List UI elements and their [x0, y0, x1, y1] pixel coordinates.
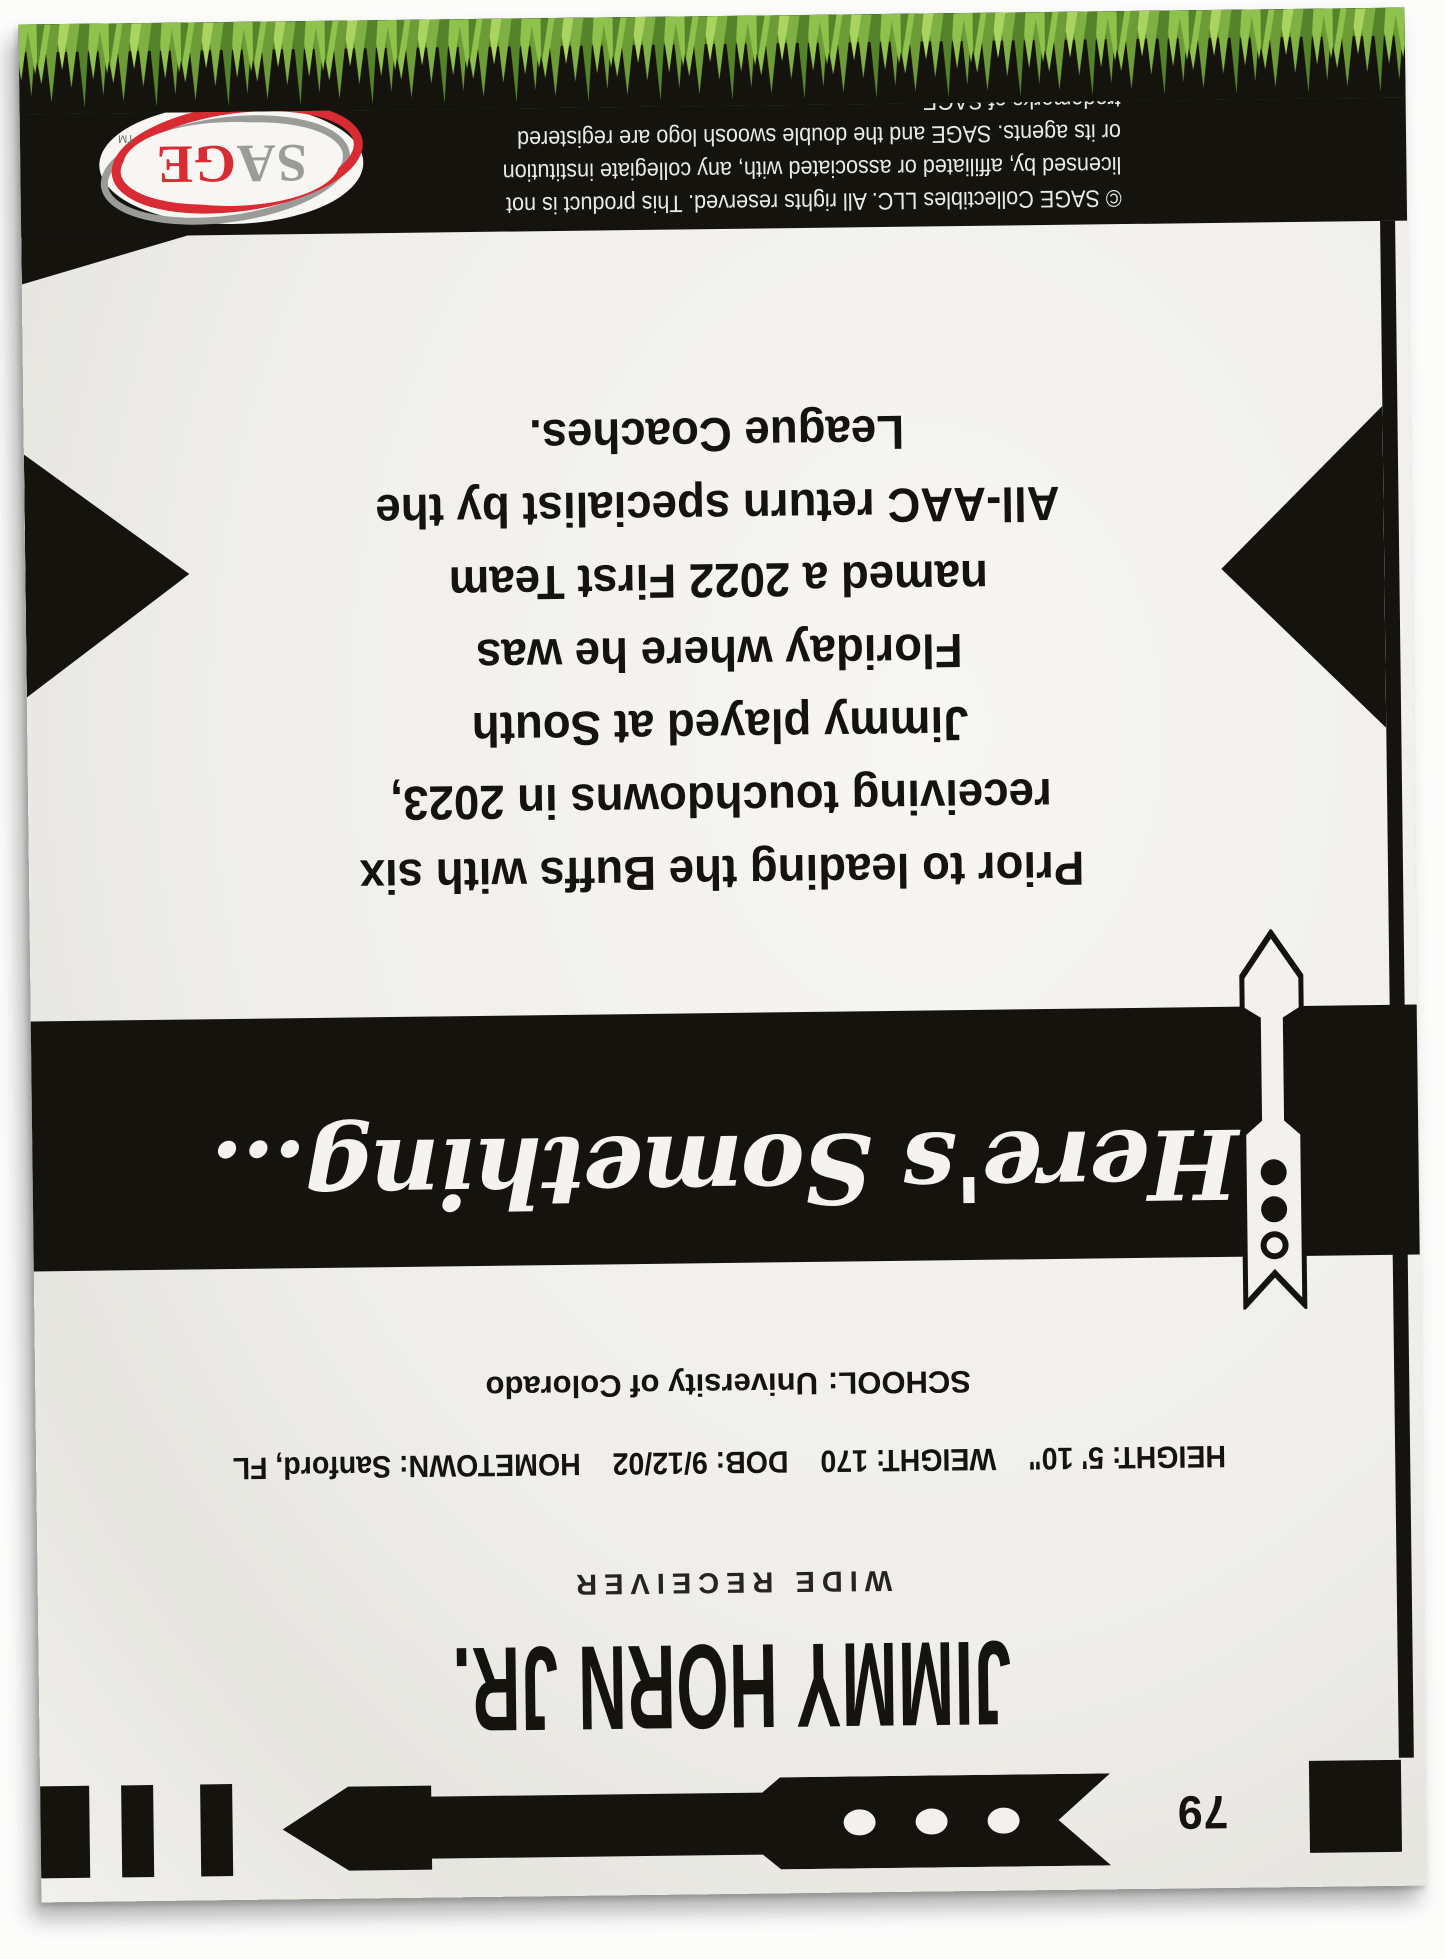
corner-block [1309, 1760, 1402, 1853]
horizontal-arrow-icon [282, 1773, 1111, 1875]
bio-line: named a 2022 First Team [448, 549, 989, 610]
bio-line: League Coaches. [528, 404, 905, 463]
bar-tick-icon [40, 1786, 90, 1879]
bio-line: Prior to leading the Buffs with six [359, 840, 1085, 903]
bio-line: All-AAC return specialist by the [375, 475, 1060, 538]
svg-text:SAGE: SAGE [155, 133, 308, 195]
bio-paragraph [23, 389, 1415, 917]
banner-script-text: Here's Something... [211, 1106, 1240, 1233]
copyright-line: © SAGE Collectibles LLC. All rights reserved. This product is not [505, 184, 1122, 219]
stat-height: HEIGHT: 5' 10" [1027, 1438, 1227, 1477]
bar-tick-icon [200, 1784, 233, 1876]
card-back-face [19, 8, 1428, 1903]
stats-line [36, 1435, 1422, 1488]
bio-line: Floriday where he was [475, 623, 963, 682]
stat-hometown: HOMETOWN: Sanford, FL [232, 1446, 581, 1487]
stat-weight: WEIGHT: 170 [820, 1441, 997, 1479]
copyright-line: or its agents. SAGE and the double swoosh logo are registered [516, 118, 1122, 153]
bar-tick-icon [121, 1785, 154, 1877]
copyright-line: licensed by, affiliated or associated with, any collegiate institution [502, 151, 1122, 186]
trading-card [19, 8, 1428, 1903]
vertical-dagger-icon [1239, 929, 1308, 1310]
stat-school: SCHOOL:University of Colorado [485, 1364, 972, 1405]
bio-line: Jimmy played at South [471, 695, 969, 756]
player-name: JIMMY HORN JR. [451, 1615, 1013, 1757]
stat-dob: DOB: 9/12/02 [612, 1444, 789, 1482]
bio-line: receiving touchdowns in 2023, [390, 767, 1053, 830]
player-position: WIDE RECEIVER [568, 1563, 893, 1600]
sage-logo [96, 100, 367, 227]
tm-mark: TM [118, 132, 135, 145]
card-number: 79 [1176, 1785, 1229, 1840]
grass-image [19, 8, 1406, 115]
corner-wedge-icon [21, 234, 192, 284]
